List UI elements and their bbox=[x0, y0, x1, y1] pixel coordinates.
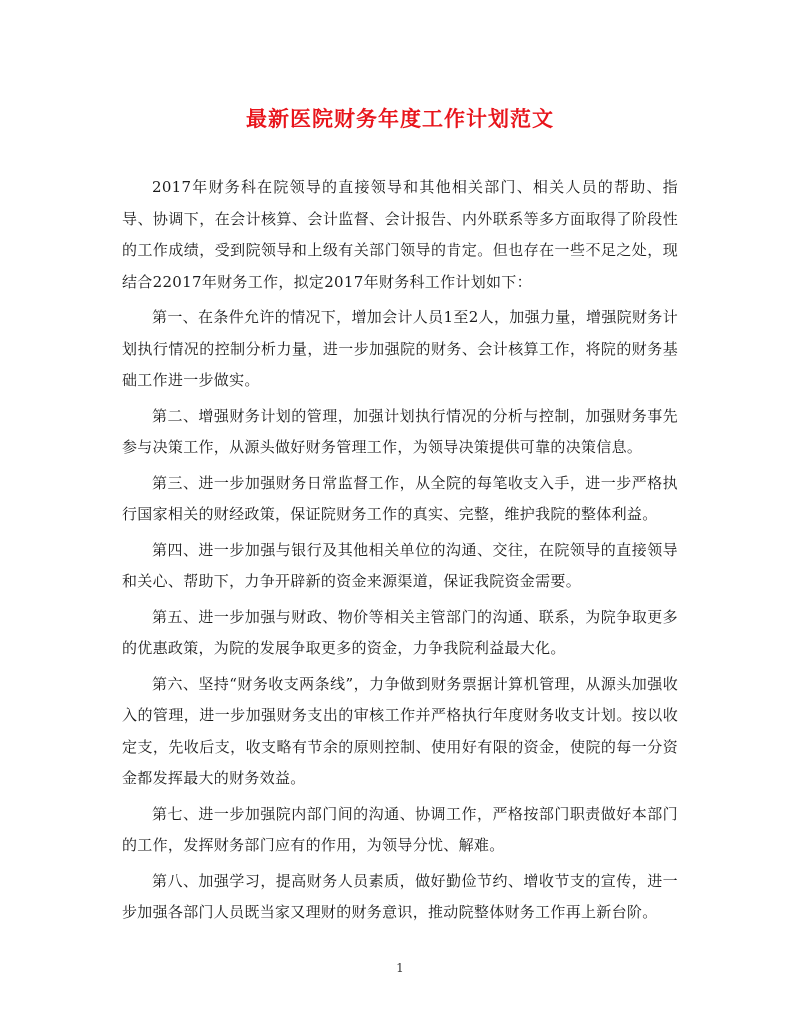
document-body bbox=[122, 172, 678, 933]
paragraph-item-3: 第三、进一步加强财务日常监督工作，从全院的每笔收支入手，进一步严格执行国家相关的财经政策，保证院财务工作的真实、完整，维护我院的整体利益。 bbox=[122, 473, 678, 523]
document-title: 最新医院财务年度工作计划范文 bbox=[246, 106, 554, 131]
paragraph-item-1: 第一、在条件允许的情况下，增加会计人员1至2人，加强力量，增强院财务计划执行情况的控制分析力量，进一步加强院的财务、会计核算工作，将院的财务基础工作进一步做实。 bbox=[122, 308, 678, 389]
paragraph-item-2: 第二、增强财务计划的管理，加强计划执行情况的分析与控制，加强财务事先参与决策工作，从源头做好财务管理工作，为领导决策提供可靠的决策信息。 bbox=[122, 406, 678, 456]
paragraph-intro: 2017年财务科在院领导的直接领导和其他相关部门、相关人员的帮助、指导、协调下，在会计核算、会计监督、会计报告、内外联系等多方面取得了阶段性的工作成绩，受到院领导和上级有关部门领导的肯定。但也存在一些不足之处，现结合22017年财务工作，拟定2017年财务科工作计划如下： bbox=[122, 178, 678, 291]
paragraph-item-8: 第八、加强学习，提高财务人员素质，做好勤俭节约、增收节支的宣传，进一步加强各部门人员既当家又理财的财务意识，推动院整体财务工作再上新台阶。 bbox=[122, 871, 678, 921]
paragraph-item-5: 第五、进一步加强与财政、物价等相关主管部门的沟通、联系，为院争取更多的优惠政策，为院的发展争取更多的资金，力争我院利益最大化。 bbox=[122, 607, 678, 657]
page-number: 1 bbox=[396, 961, 404, 975]
paragraph-item-6: 第六、坚持“财务收支两条线”，力争做到财务票据计算机管理，从源头加强收入的管理，进一步加强财务支出的审核工作并严格执行年度财务收支计划。按以收定支，先收后支，收支略有节余的原则控制、使用好有限的资金，使院的每一分资金都发挥最大的财务效益。 bbox=[122, 674, 678, 787]
paragraph-item-4: 第四、进一步加强与银行及其他相关单位的沟通、交往，在院领导的直接领导和关心、帮助下，力争开辟新的资金来源渠道，保证我院资金需要。 bbox=[122, 540, 678, 590]
paragraph-item-7: 第七、进一步加强院内部门间的沟通、协调工作，严格按部门职责做好本部门的工作，发挥财务部门应有的作用，为领导分忧、解难。 bbox=[122, 804, 678, 854]
